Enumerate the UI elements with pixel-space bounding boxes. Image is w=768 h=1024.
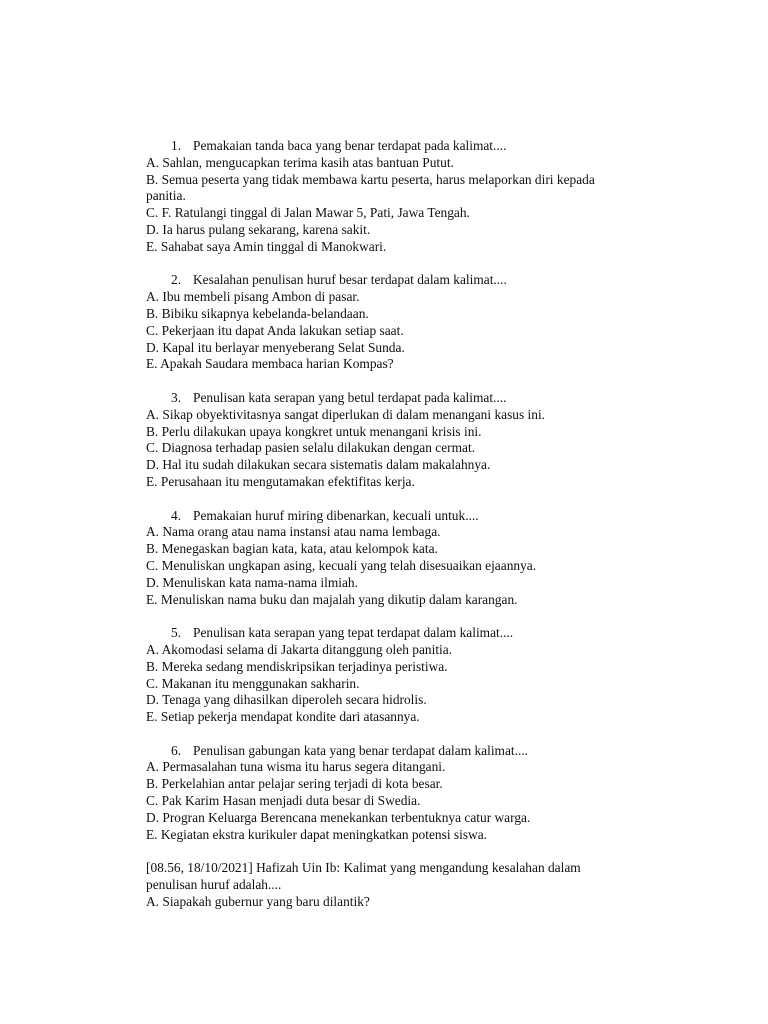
question-text: Penulisan kata serapan yang tepat terdapat dalam kalimat....	[193, 625, 514, 641]
question-text: Pemakaian tanda baca yang benar terdapat pada kalimat....	[193, 138, 507, 153]
option-d: D. Kapal itu berlayar menyeberang Selat Sunda.	[146, 339, 405, 355]
option-e: E. Perusahaan itu mengutamakan efektifitas kerja.	[146, 473, 415, 489]
question-number: 5.	[171, 625, 182, 641]
question-stem	[146, 625, 626, 642]
question-number: 6.	[171, 742, 182, 758]
question-4	[146, 508, 626, 609]
question-number: 3.	[171, 389, 182, 405]
option-c: C. Diagnosa terhadap pasien selalu dilakukan dengan cermat.	[146, 440, 476, 456]
question-stem	[146, 508, 626, 525]
option-b: B. Menegaskan bagian kata, kata, atau kelompok kata.	[146, 541, 438, 557]
option-c: C. Pekerjaan itu dapat Anda lakukan setiap saat.	[146, 322, 404, 338]
option-e: E. Setiap pekerja mendapat kondite dari atasannya.	[146, 709, 420, 725]
document-page	[146, 138, 626, 911]
question-text: Kesalahan penulisan huruf besar terdapat dalam kalimat....	[193, 272, 507, 288]
option-a: A. Siapakah gubernur yang baru dilantik?	[146, 893, 370, 909]
option-d: D. Menuliskan kata nama-nama ilmiah.	[146, 574, 358, 590]
option-a: A. Akomodasi selama di Jakarta ditanggung oleh panitia.	[146, 641, 453, 657]
question-stem	[146, 743, 626, 760]
question-2	[146, 272, 626, 373]
question-text: Penulisan kata serapan yang betul terdapat pada kalimat....	[193, 389, 507, 405]
option-b: B. Perlu dilakukan upaya kongkret untuk menangani krisis ini.	[146, 423, 482, 439]
question-number: 2.	[171, 272, 182, 288]
option-d: D. Hal itu sudah dilakukan secara sistematis dalam makalahnya.	[146, 457, 491, 473]
question-stem	[146, 390, 626, 407]
option-e: E. Sahabat saya Amin tinggal di Manokwari.	[146, 238, 387, 254]
option-a: A. Sahlan, mengucapkan terima kasih atas bantuan Putut.	[146, 154, 454, 170]
question-3	[146, 390, 626, 491]
option-c: C. Pak Karim Hasan menjadi duta besar di Swedia.	[146, 793, 421, 809]
option-c: C. Menuliskan ungkapan asing, kecuali yang telah disesuaikan ejaannya.	[146, 557, 537, 573]
question-6	[146, 743, 626, 844]
option-a: A. Permasalahan tuna wisma itu harus segera ditangani.	[146, 759, 446, 775]
option-d: D. Tenaga yang dihasilkan diperoleh secara hidrolis.	[146, 692, 427, 708]
option-b: B. Mereka sedang mendiskripsikan terjadinya peristiwa.	[146, 658, 448, 674]
option-b: B. Bibiku sikapnya kebelanda-belandaan.	[146, 305, 369, 321]
option-b: B. Perkelahian antar pelajar sering terjadi di kota besar.	[146, 776, 443, 792]
option-e: E. Menuliskan nama buku dan majalah yang dikutip dalam karangan.	[146, 591, 518, 607]
question-stem	[146, 272, 626, 289]
question-1	[146, 138, 626, 256]
option-d: D. Ia harus pulang sekarang, karena sakit.	[146, 221, 371, 237]
question-number: 1.	[171, 138, 182, 153]
option-c: C. Makanan itu menggunakan sakharin.	[146, 675, 360, 691]
question-text: Pemakaian huruf miring dibenarkan, kecuali untuk....	[193, 507, 479, 523]
chat-excerpt	[146, 860, 626, 910]
question-stem	[146, 138, 626, 155]
option-a: A. Ibu membeli pisang Ambon di pasar.	[146, 289, 360, 305]
option-a: A. Nama orang atau nama instansi atau nama lembaga.	[146, 524, 441, 540]
option-e: E. Kegiatan ekstra kurikuler dapat meningkatkan potensi siswa.	[146, 826, 487, 842]
option-a: A. Sikap obyektivitasnya sangat diperlukan di dalam menangani kasus ini.	[146, 406, 546, 422]
question-text: Penulisan gabungan kata yang benar terdapat dalam kalimat....	[193, 742, 529, 758]
chat-message: [08.56, 18/10/2021] Hafizah Uin Ib: Kalimat yang mengandung kesalahan dalam penulisan huruf adalah....	[146, 860, 581, 893]
question-number: 4.	[171, 507, 182, 523]
option-b: B. Semua peserta yang tidak membawa kartu peserta, harus melaporkan diri kepada panitia.	[146, 171, 595, 204]
option-e: E. Apakah Saudara membaca harian Kompas?	[146, 356, 394, 372]
question-5	[146, 625, 626, 726]
option-d: D. Progran Keluarga Berencana menekankan terbentuknya catur warga.	[146, 809, 531, 825]
option-c: C. F. Ratulangi tinggal di Jalan Mawar 5, Pati, Jawa Tengah.	[146, 205, 470, 221]
